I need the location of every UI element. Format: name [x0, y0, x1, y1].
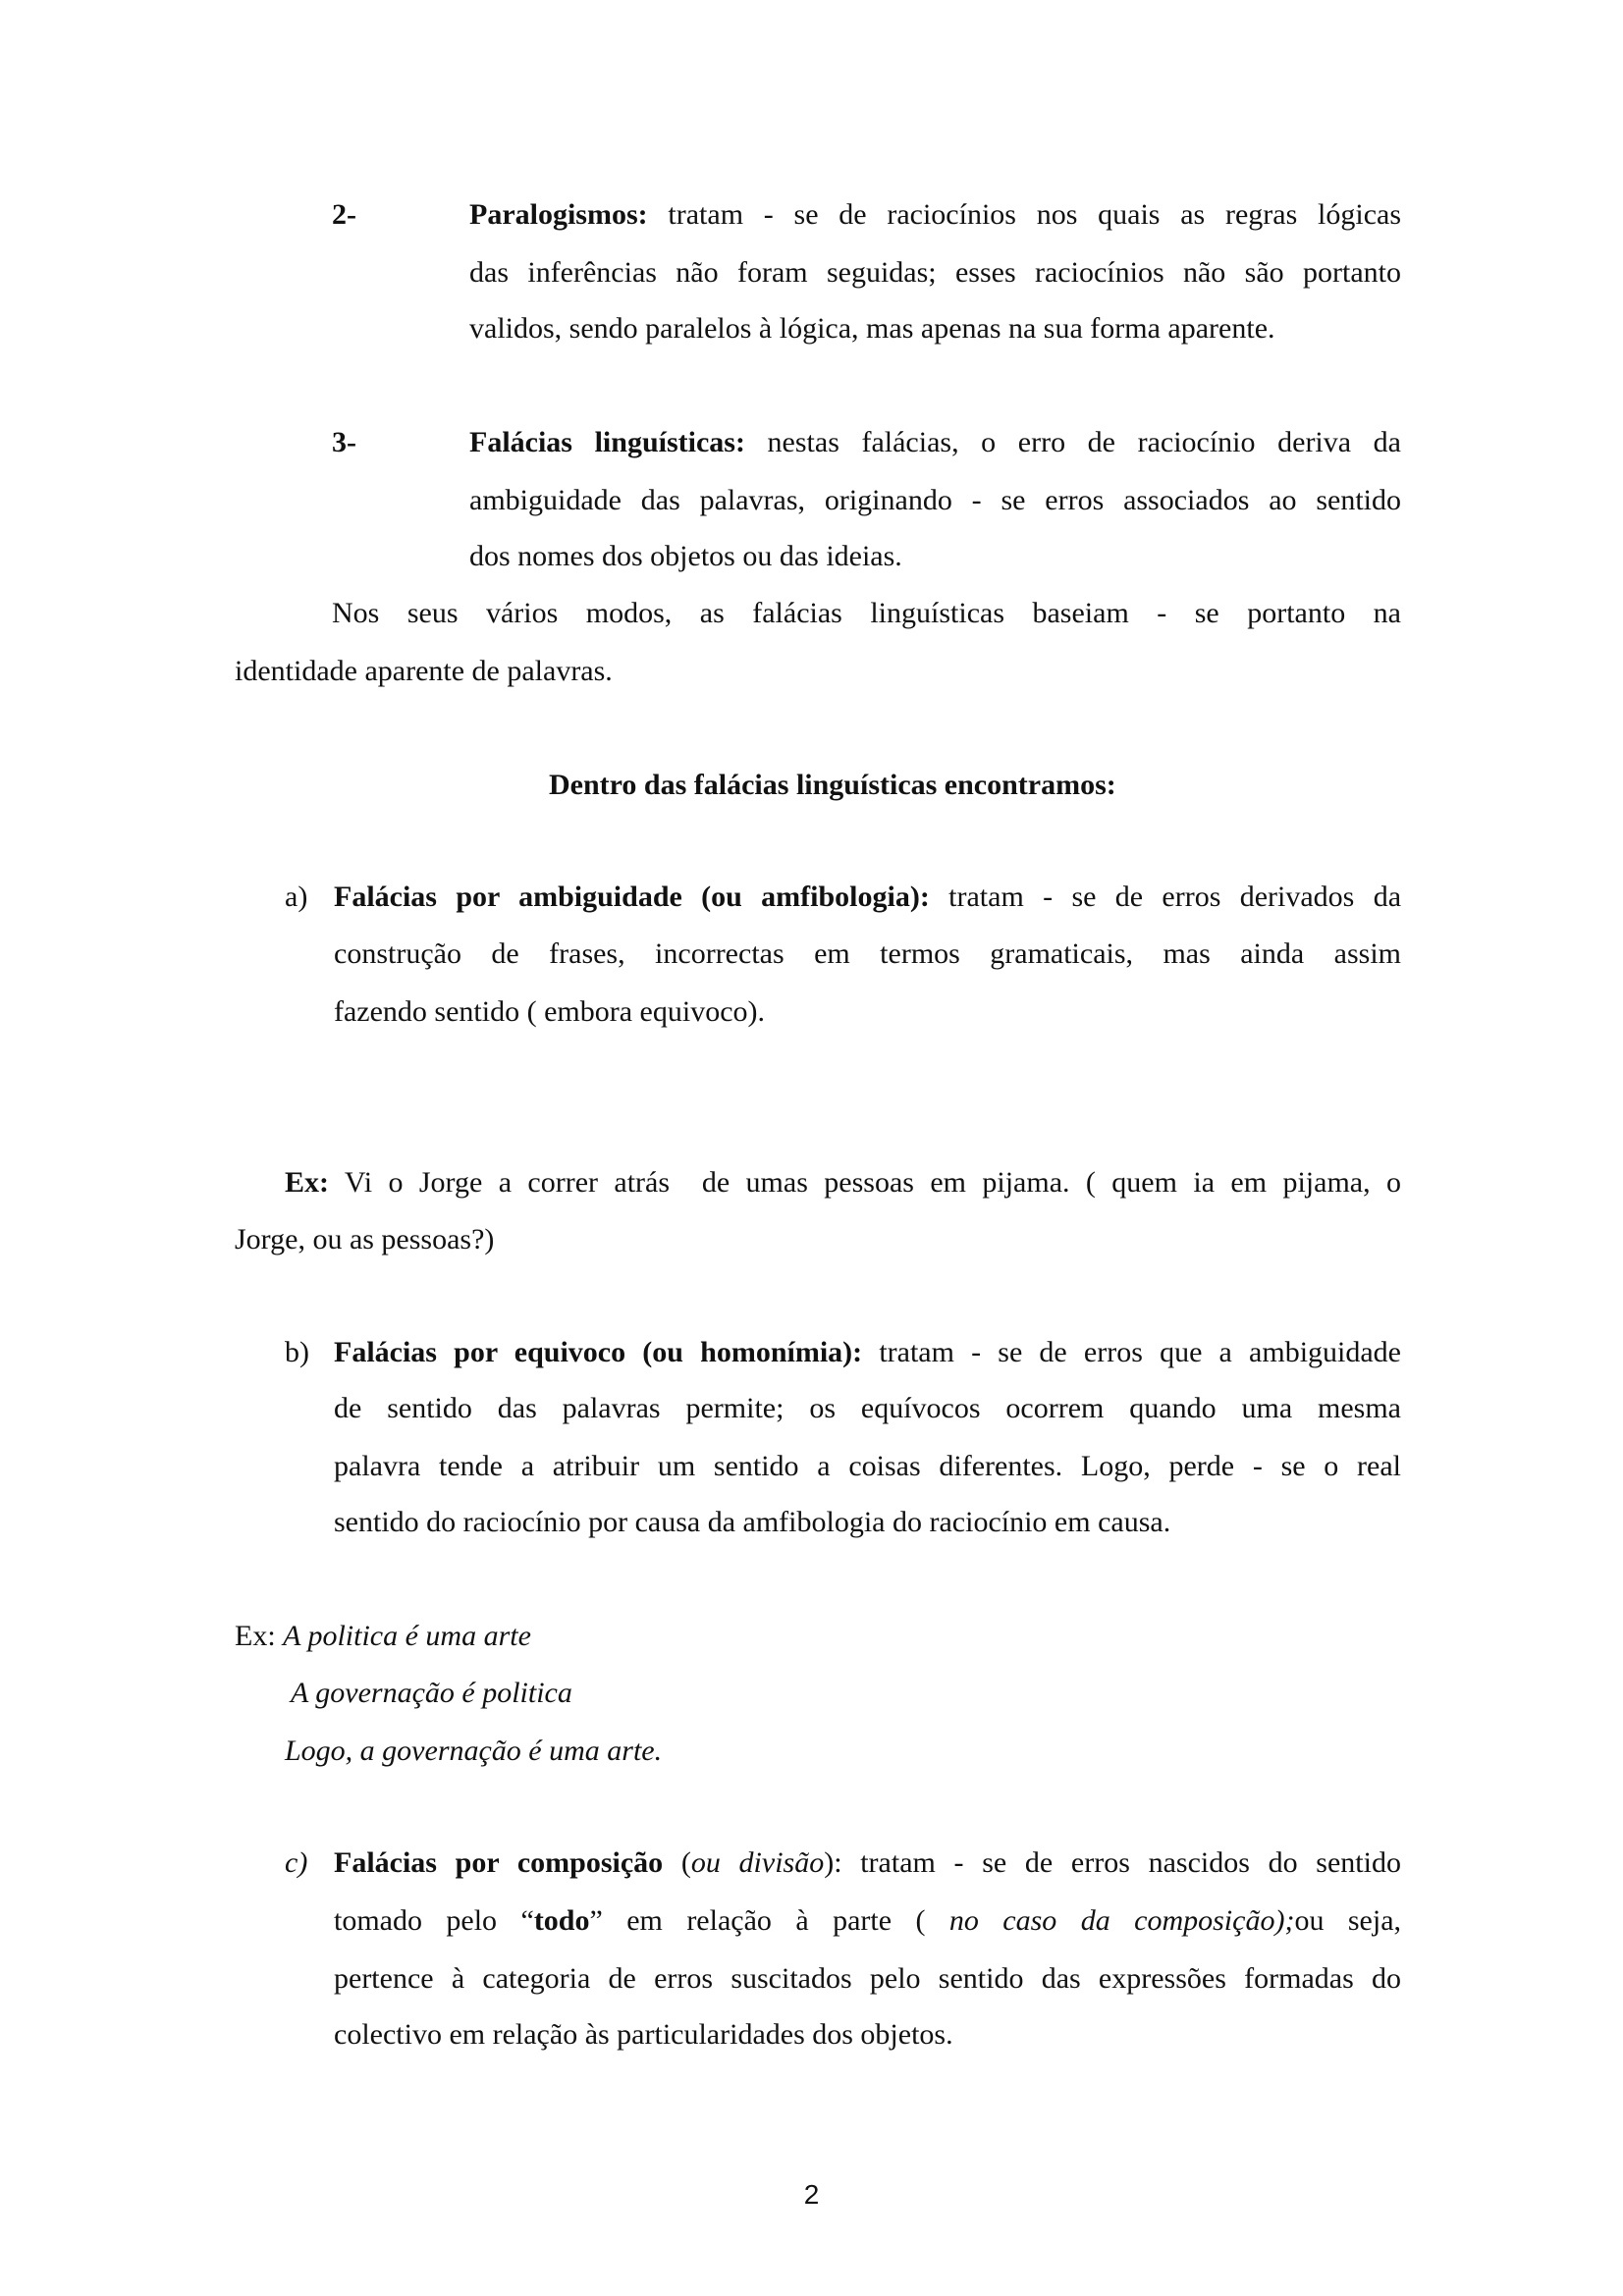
bold-text: Paralogismos: — [469, 198, 648, 231]
list-marker: b) — [285, 1336, 309, 1368]
text-line — [334, 1959, 1401, 1999]
text: construção de frases, incorrectas em termos gramaticais, mas ainda assim — [334, 937, 1401, 970]
text-line — [334, 1503, 1170, 1542]
text-line — [235, 652, 613, 691]
bold-text: Ex: — [285, 1166, 329, 1199]
bold-text: Falácias por composição — [334, 1846, 664, 1879]
text: Ex: — [235, 1620, 284, 1652]
text-line — [469, 423, 1401, 462]
text: nestas falácias, o erro de raciocínio deriva da — [744, 426, 1401, 458]
text-line — [469, 481, 1401, 520]
text: fazendo sentido ( embora equivoco). — [334, 995, 765, 1028]
text-line — [334, 1333, 1401, 1372]
text: das inferências não foram seguidas; esses raciocínios não são portanto — [469, 256, 1401, 289]
list-marker: a) — [285, 881, 308, 913]
bold-text: Falácias por ambiguidade (ou amfibologia): — [334, 881, 930, 913]
text: ou seja, — [1294, 1904, 1402, 1937]
italic-text: A politica é uma arte — [283, 1620, 531, 1652]
text-line — [334, 992, 765, 1032]
list-marker: 3- — [332, 426, 356, 458]
italic-text: Logo, a governação é uma arte. — [285, 1735, 663, 1767]
text: Vi o Jorge a correr atrás de umas pessoas em pijama. ( quem ia em pijama, o — [329, 1166, 1401, 1199]
text-line — [334, 1901, 1401, 1941]
text-line — [334, 1389, 1401, 1428]
text-line — [235, 1617, 531, 1656]
text-line — [235, 1220, 494, 1259]
text-line — [285, 1163, 1401, 1202]
text: ): tratam - se de erros nascidos do sentido — [824, 1846, 1401, 1879]
text-line — [469, 537, 902, 576]
text: Nos seus vários modos, as falácias linguísticas baseiam - se portanto na — [332, 597, 1401, 629]
text: dos nomes dos objetos ou das ideias. — [469, 540, 902, 572]
text-line — [334, 878, 1401, 917]
text-line — [334, 934, 1401, 974]
text-line — [469, 195, 1401, 235]
italic-text: no caso da composição); — [948, 1904, 1295, 1937]
list-marker: c) — [285, 1846, 308, 1879]
text-line — [291, 1674, 572, 1713]
bold-text: todo — [533, 1904, 590, 1937]
text-line — [469, 253, 1401, 293]
text-line — [549, 766, 1116, 805]
page-number: 2 — [803, 2179, 820, 2210]
text: validos, sendo paralelos à lógica, mas apenas na sua forma aparente. — [469, 312, 1275, 345]
text: ( — [663, 1846, 691, 1879]
text: identidade aparente de palavras. — [235, 655, 613, 687]
text: colectivo em relação às particularidades dos objetos. — [334, 2018, 953, 2051]
text: ambiguidade das palavras, originando - se erros associados ao sentido — [469, 484, 1401, 516]
text: tratam - se de raciocínios nos quais as regras lógicas — [647, 198, 1401, 231]
list-marker: 2- — [332, 198, 356, 231]
text-line — [469, 309, 1275, 348]
bold-text: Dentro das falácias linguísticas encontramos: — [549, 769, 1116, 801]
text: ” em relação à parte ( — [589, 1904, 949, 1937]
italic-text: ou divisão — [690, 1846, 825, 1879]
bold-text: Falácias por equivoco (ou homonímia): — [334, 1336, 863, 1368]
text: Jorge, ou as pessoas?) — [235, 1223, 495, 1255]
text: de sentido das palavras permite; os equívocos ocorrem quando uma mesma — [334, 1392, 1401, 1424]
text: pertence à categoria de erros suscitados pelo sentido das expressões formadas do — [334, 1962, 1401, 1995]
text-line — [334, 2015, 953, 2055]
text: sentido do raciocínio por causa da amfibologia do raciocínio em causa. — [334, 1506, 1171, 1538]
text: palavra tende a atribuir um sentido a coisas diferentes. Logo, perde - se o real — [334, 1450, 1401, 1482]
text-line — [332, 594, 1401, 633]
bold-text: Falácias linguísticas: — [469, 426, 745, 458]
text-line — [334, 1447, 1401, 1486]
text: tratam - se de erros derivados da — [929, 881, 1402, 913]
text-line — [285, 1732, 662, 1771]
italic-text: A governação é politica — [291, 1677, 572, 1709]
text-line — [334, 1843, 1401, 1883]
text: tomado pelo “ — [334, 1904, 534, 1937]
text: tratam - se de erros que a ambiguidade — [862, 1336, 1401, 1368]
